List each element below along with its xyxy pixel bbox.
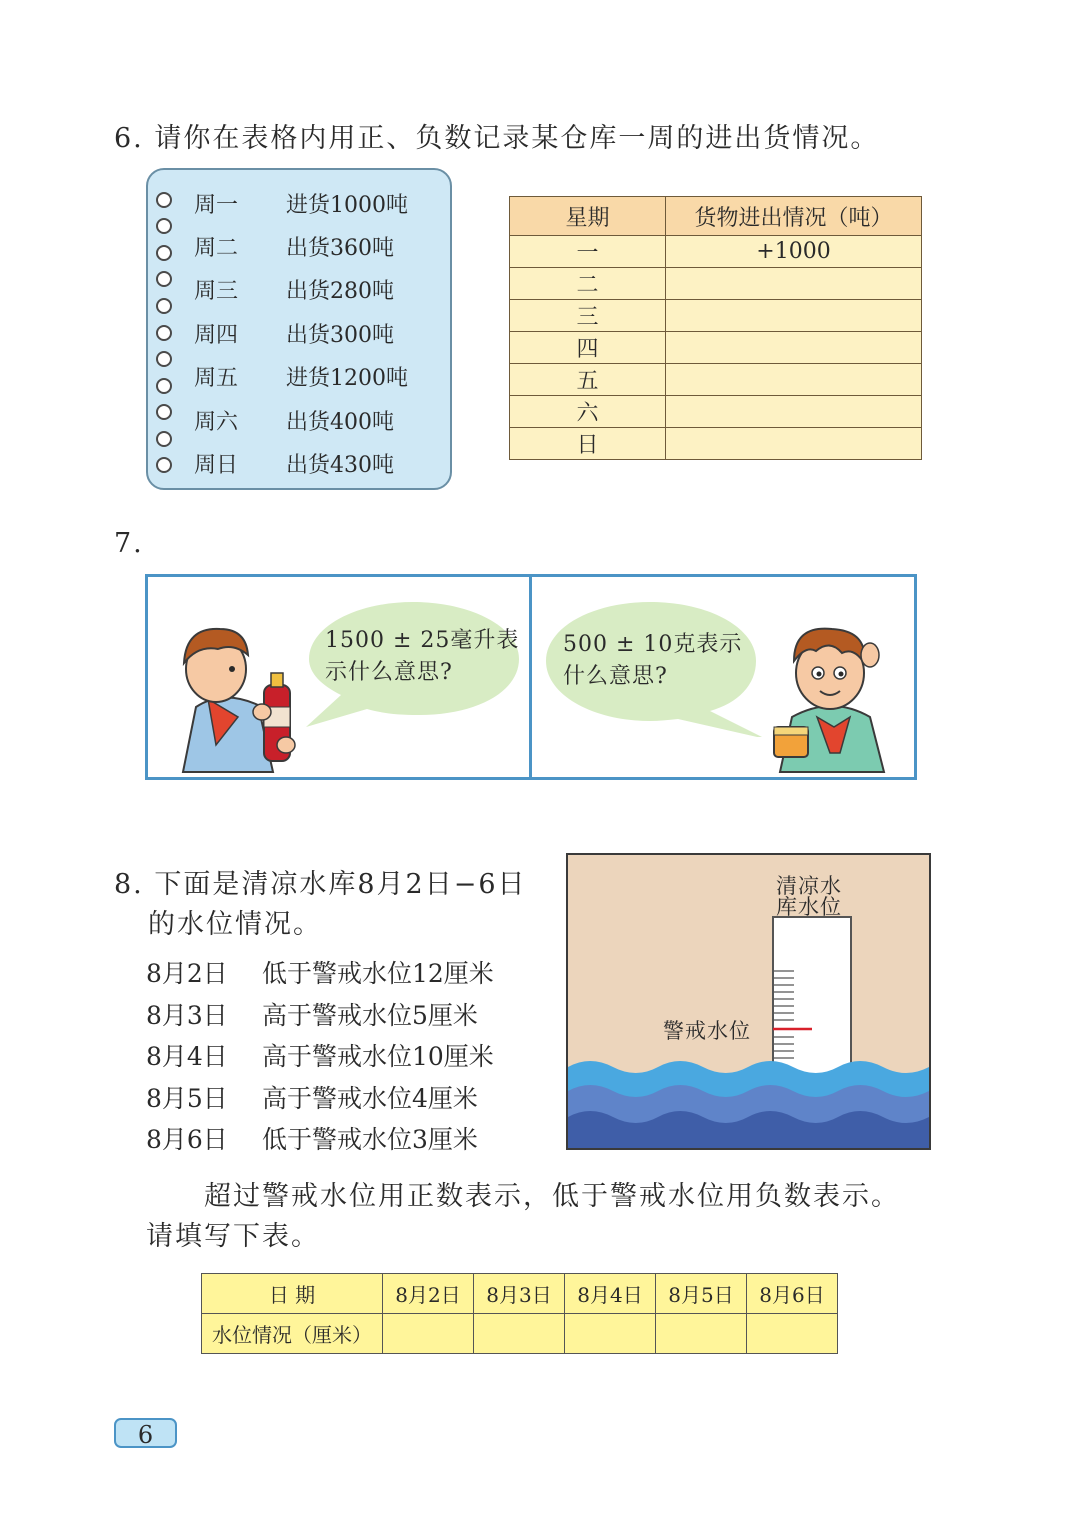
table-row xyxy=(510,332,922,364)
goods-cell[interactable] xyxy=(666,300,922,332)
bubble-left-line1: 1500 ± 25毫升表 xyxy=(325,628,520,653)
record-notebook xyxy=(146,168,452,490)
reservoir-illustration xyxy=(566,853,931,1150)
weekly-goods-table xyxy=(509,196,922,460)
table-row xyxy=(202,1314,838,1354)
water-gauge-illustration xyxy=(568,855,929,1148)
water-level-cell[interactable] xyxy=(474,1314,565,1354)
record-day: 周一 xyxy=(194,193,239,218)
water-level-table xyxy=(201,1273,838,1354)
binding-ring-icon xyxy=(156,325,172,341)
binding-ring-icon xyxy=(156,351,172,367)
record-date: 8月6日 xyxy=(146,1125,228,1154)
problem8-instruction-line2: 请填写下表。 xyxy=(146,1221,320,1252)
notebook-row xyxy=(194,405,394,436)
bubble-right-line2: 什么意思? xyxy=(563,664,668,689)
water-level-record xyxy=(146,954,494,990)
table-row xyxy=(510,364,922,396)
day-cell: 四 xyxy=(510,332,666,364)
notebook-row xyxy=(194,274,394,305)
bubble-left-line2: 示什么意思? xyxy=(325,660,453,685)
binding-ring-icon xyxy=(156,431,172,447)
problem8-title-line2: 的水位情况。 xyxy=(148,909,322,940)
record-detail: 出货280吨 xyxy=(286,279,394,304)
table-row xyxy=(510,428,922,460)
binding-ring-icon xyxy=(156,457,172,473)
binding-ring-icon xyxy=(156,378,172,394)
notebook-row xyxy=(194,448,394,479)
goods-cell[interactable] xyxy=(666,268,922,300)
goods-cell[interactable] xyxy=(666,396,922,428)
notebook-row xyxy=(194,361,408,392)
binding-ring-icon xyxy=(156,245,172,261)
table-row xyxy=(510,268,922,300)
table-row xyxy=(510,396,922,428)
goods-cell[interactable] xyxy=(666,332,922,364)
boy-with-snack-illustration xyxy=(772,577,897,777)
table-header-day: 星期 xyxy=(510,197,666,236)
water-level-cell[interactable] xyxy=(565,1314,656,1354)
record-detail: 出货360吨 xyxy=(286,236,394,261)
record-detail: 出货300吨 xyxy=(286,323,394,348)
binding-ring-icon xyxy=(156,404,172,420)
water-level-record xyxy=(146,1037,494,1073)
record-desc: 高于警戒水位5厘米 xyxy=(262,1001,478,1030)
record-date: 8月2日 xyxy=(146,959,228,988)
record-date: 8月4日 xyxy=(146,1042,228,1071)
record-desc: 低于警戒水位12厘米 xyxy=(262,959,494,988)
binding-ring-icon xyxy=(156,298,172,314)
problem8-instruction-line1: 超过警戒水位用正数表示，低于警戒水位用负数表示。 xyxy=(204,1181,900,1212)
record-detail: 出货430吨 xyxy=(286,453,394,478)
comic-panel-right xyxy=(529,574,917,780)
record-desc: 高于警戒水位10厘米 xyxy=(262,1042,494,1071)
day-cell: 日 xyxy=(510,428,666,460)
date-header-cell: 8月4日 xyxy=(565,1274,656,1314)
date-header-cell: 8月6日 xyxy=(747,1274,838,1314)
record-date: 8月3日 xyxy=(146,1001,228,1030)
record-desc: 低于警戒水位3厘米 xyxy=(262,1125,478,1154)
row-label-water-level: 水位情况（厘米） xyxy=(202,1314,383,1354)
problem7-number: 7. xyxy=(114,528,144,559)
table-header-date: 日 期 xyxy=(202,1274,383,1314)
date-header-cell: 8月3日 xyxy=(474,1274,565,1314)
record-detail: 进货1200吨 xyxy=(286,366,408,391)
record-day: 周四 xyxy=(194,323,239,348)
water-level-cell[interactable] xyxy=(656,1314,747,1354)
gauge-label-line1: 清凉水 xyxy=(776,874,842,898)
day-cell: 五 xyxy=(510,364,666,396)
water-level-cell[interactable] xyxy=(383,1314,474,1354)
problem6-title: 6. 请你在表格内用正、负数记录某仓库一周的进出货情况。 xyxy=(114,123,880,154)
day-cell: 二 xyxy=(510,268,666,300)
record-date: 8月5日 xyxy=(146,1084,228,1113)
binding-ring-icon xyxy=(156,192,172,208)
record-day: 周六 xyxy=(194,410,239,435)
table-header-row xyxy=(202,1274,838,1314)
bubble-right-line1: 500 ± 10克表示 xyxy=(563,632,743,657)
binding-ring-icon xyxy=(156,218,172,234)
record-day: 周五 xyxy=(194,366,239,391)
table-header-goods: 货物进出情况（吨） xyxy=(666,197,922,236)
goods-cell[interactable] xyxy=(666,364,922,396)
goods-cell[interactable]: +1000 xyxy=(666,236,922,268)
record-desc: 高于警戒水位4厘米 xyxy=(262,1084,478,1113)
date-header-cell: 8月2日 xyxy=(383,1274,474,1314)
day-cell: 三 xyxy=(510,300,666,332)
binding-ring-icon xyxy=(156,271,172,287)
problem8-title-line1: 8. 下面是清凉水库8月2日−6日 xyxy=(114,869,527,900)
table-row xyxy=(510,236,922,268)
warning-level-label: 警戒水位 xyxy=(663,1019,751,1043)
record-day: 周二 xyxy=(194,236,239,261)
water-level-record xyxy=(146,1120,478,1156)
date-header-cell: 8月5日 xyxy=(656,1274,747,1314)
boy-with-bottle-illustration xyxy=(168,577,298,777)
notebook-row xyxy=(194,318,394,349)
water-level-record xyxy=(146,1079,478,1115)
notebook-row xyxy=(194,188,408,219)
day-cell: 一 xyxy=(510,236,666,268)
page-number: 6 xyxy=(114,1418,177,1448)
notebook-row xyxy=(194,231,394,262)
gauge-label-line2: 库水位 xyxy=(776,895,842,919)
record-day: 周三 xyxy=(194,279,239,304)
record-day: 周日 xyxy=(194,453,239,478)
water-level-record xyxy=(146,996,478,1032)
comic-panel-left xyxy=(145,574,532,780)
water-level-cell[interactable] xyxy=(747,1314,838,1354)
record-detail: 出货400吨 xyxy=(286,410,394,435)
table-row xyxy=(510,300,922,332)
record-detail: 进货1000吨 xyxy=(286,193,408,218)
goods-cell[interactable] xyxy=(666,428,922,460)
day-cell: 六 xyxy=(510,396,666,428)
